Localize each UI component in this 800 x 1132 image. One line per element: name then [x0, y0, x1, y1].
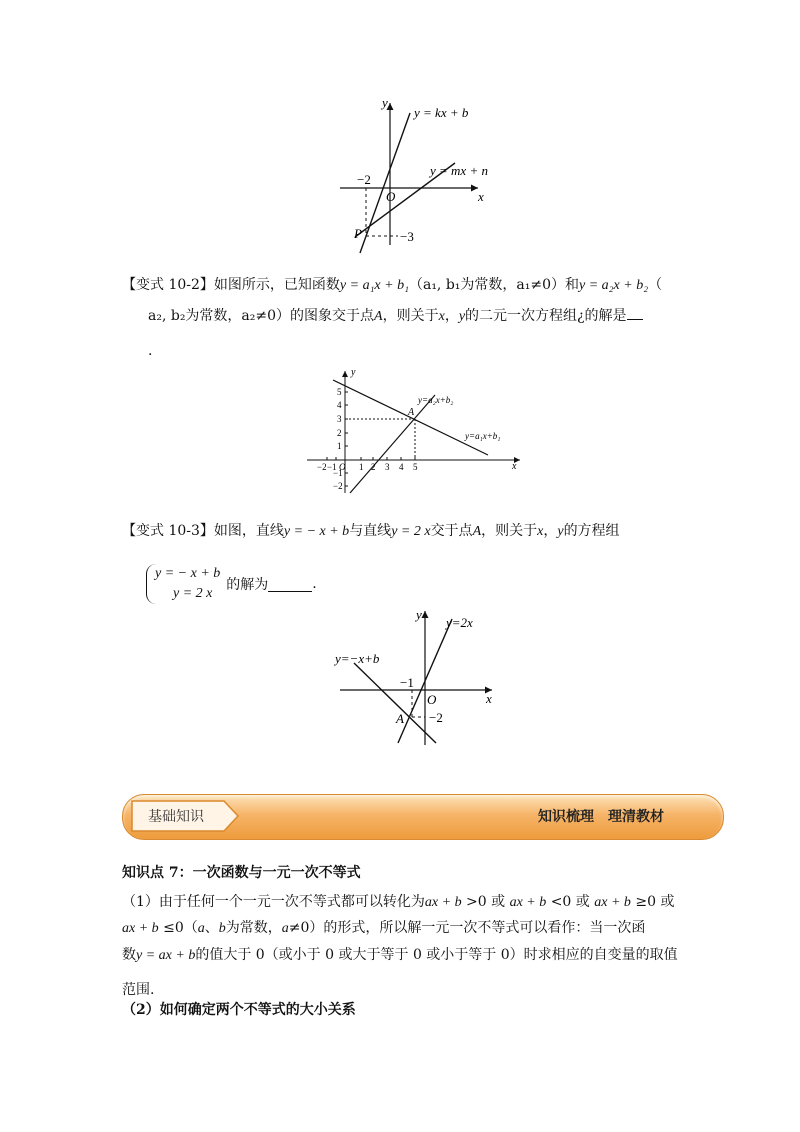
- variant-10-2-line-2: [148, 303, 708, 330]
- line-a2: [350, 395, 435, 493]
- tick-y-label: −2: [429, 710, 443, 725]
- x-tick-label: 3: [385, 462, 390, 472]
- x-axis-label: x: [478, 189, 484, 204]
- var-x: x: [537, 524, 544, 539]
- label-line-kx-b: y = kx + b: [414, 105, 469, 120]
- equation-system: [146, 564, 317, 604]
- label-line-2x: y=2x: [446, 615, 473, 630]
- knowledge-title: 知识点 7：一次函数与一元一次不等式: [122, 865, 361, 881]
- x-axis-label: x: [486, 691, 492, 706]
- cases-brace: [146, 564, 226, 604]
- variant-10-3-text: 如图，直线: [213, 523, 284, 539]
- label-line-neg-x-b: y=−x+b: [335, 651, 380, 666]
- knowledge-paragraph-line-2: [122, 915, 645, 942]
- y-axis-label: y: [351, 367, 356, 378]
- comma: ，: [444, 308, 459, 324]
- knowledge-text: ≠0）的形式，所以解一元一次不等式可以看作：当一次函: [288, 920, 646, 936]
- var-a: a: [197, 921, 205, 936]
- expr-y-ax-b: y = ax + b: [136, 948, 196, 963]
- variant-10-3-text: 的方程组: [563, 523, 620, 539]
- x-tick-label: −1: [327, 462, 337, 472]
- label-line-mx-n: y = mx + n: [430, 163, 488, 178]
- tick-x-label: −2: [357, 172, 371, 187]
- origin-label: O: [427, 692, 437, 707]
- label-line-a1: y=a₁x+b₁: [465, 431, 501, 441]
- variant-10-3-text: 的解为: [226, 577, 269, 593]
- knowledge-text: ≤0（: [158, 920, 198, 936]
- var-y: y: [557, 524, 564, 539]
- eq-line-2: y = a₂x + b₂: [579, 278, 649, 293]
- system-eq-2: y = 2 x: [173, 586, 213, 601]
- y-axis-label: y: [416, 607, 422, 622]
- origin-label: O: [339, 462, 346, 472]
- point-label: A: [408, 407, 415, 418]
- variant-10-2-end: .: [148, 343, 153, 359]
- x-tick-label: −2: [317, 462, 327, 472]
- x-tick-label: 1: [359, 462, 364, 472]
- expr-ax-b: ax + b: [594, 895, 631, 910]
- point-label: P: [354, 226, 362, 241]
- variant-10-2-text: （: [648, 277, 663, 293]
- graph-3: [330, 605, 505, 750]
- knowledge-text: >0 或: [461, 894, 510, 910]
- var-y: y: [458, 309, 466, 324]
- y-tick-label: 5: [337, 387, 342, 397]
- knowledge-text: 、: [204, 920, 219, 936]
- variant-10-3-text: 与直线: [349, 523, 392, 539]
- y-tick-label: 2: [337, 428, 342, 438]
- variant-10-2-text: ，则关于: [382, 308, 439, 324]
- comma: ，: [543, 523, 558, 539]
- variant-10-2-label: 【变式 10-2】: [122, 277, 214, 293]
- var-x: x: [438, 309, 445, 324]
- origin-label: O: [386, 189, 396, 204]
- variant-10-2-text: 如图所示，已知函数: [213, 277, 340, 293]
- expr-ax-b: ax + b: [424, 895, 462, 910]
- variant-10-3-line-1: [122, 518, 682, 545]
- eq-line-1: y = − x + b: [283, 524, 350, 539]
- eq-line-1: y = a₁x + b₁: [339, 278, 409, 293]
- expr-ax-b: ax + b: [122, 921, 159, 936]
- y-tick-label: −1: [333, 468, 343, 478]
- y-tick-label: −2: [333, 481, 343, 491]
- knowledge-text: （1）由于任何一个一元一次不等式都可以转化为: [122, 894, 425, 910]
- variant-10-2-line-1: [122, 272, 682, 299]
- answer-blank: [627, 305, 643, 320]
- knowledge-text: <0 或: [546, 894, 595, 910]
- tick-x-label: −1: [400, 675, 414, 690]
- knowledge-paragraph-line-3: [122, 942, 678, 969]
- y-tick-label: 3: [337, 414, 342, 424]
- variant-10-3-text: 交于点: [430, 523, 473, 539]
- variant-10-2-text: 的二元一次方程组¿的解是: [465, 308, 627, 324]
- point-label: A: [396, 711, 404, 726]
- point-a: A: [374, 309, 383, 324]
- knowledge-text: 数: [122, 947, 136, 963]
- banner-right-label: 知识梳理 理清教材: [538, 809, 664, 825]
- variant-10-3-label: 【变式 10-3】: [122, 523, 214, 539]
- var-a: a: [281, 921, 289, 936]
- x-tick-label: 2: [371, 462, 376, 472]
- line-neg-x-b: [354, 663, 436, 743]
- knowledge-text: 的值大于 0（或小于 0 或大于等于 0 或小于等于 0）时求相应的自变量的取值: [195, 947, 678, 963]
- system-eq-1: y = − x + b: [155, 566, 221, 581]
- x-axis-label: x: [512, 461, 517, 472]
- label-line-a2: y=a₂x+b₂: [418, 395, 454, 405]
- knowledge-paragraph-line-1: [122, 889, 674, 916]
- knowledge-text: 为常数，: [225, 920, 282, 936]
- y-tick-label: 1: [337, 441, 342, 451]
- y-axis-label: y: [382, 95, 388, 110]
- graph-2: [305, 365, 525, 500]
- y-tick-label: 4: [337, 400, 342, 410]
- banner-left-label: 基础知识: [148, 809, 204, 825]
- expr-ax-b: ax + b: [509, 895, 547, 910]
- x-tick-label: 5: [413, 462, 418, 472]
- var-b: b: [218, 921, 226, 936]
- knowledge-paragraph-line-4: 范围.: [122, 982, 155, 998]
- variant-10-2-text: （a₁, b₁为常数，a₁≠0）和: [408, 277, 579, 293]
- knowledge-subheading: （2）如何确定两个不等式的大小关系: [122, 1002, 356, 1018]
- point-a: A: [472, 524, 482, 539]
- x-tick-label: 4: [399, 462, 404, 472]
- variant-10-2-text: a₂, b₂为常数，a₂≠0）的图象交于点: [148, 308, 375, 324]
- tick-y-label: −3: [400, 229, 414, 244]
- knowledge-text: ≥0 或: [630, 894, 675, 910]
- variant-10-3-text: ，则关于: [481, 523, 538, 539]
- graph-1: [330, 95, 510, 255]
- answer-blank: [268, 577, 312, 592]
- eq-line-2: y = 2 x: [391, 524, 431, 539]
- variant-10-3-end: .: [312, 576, 317, 592]
